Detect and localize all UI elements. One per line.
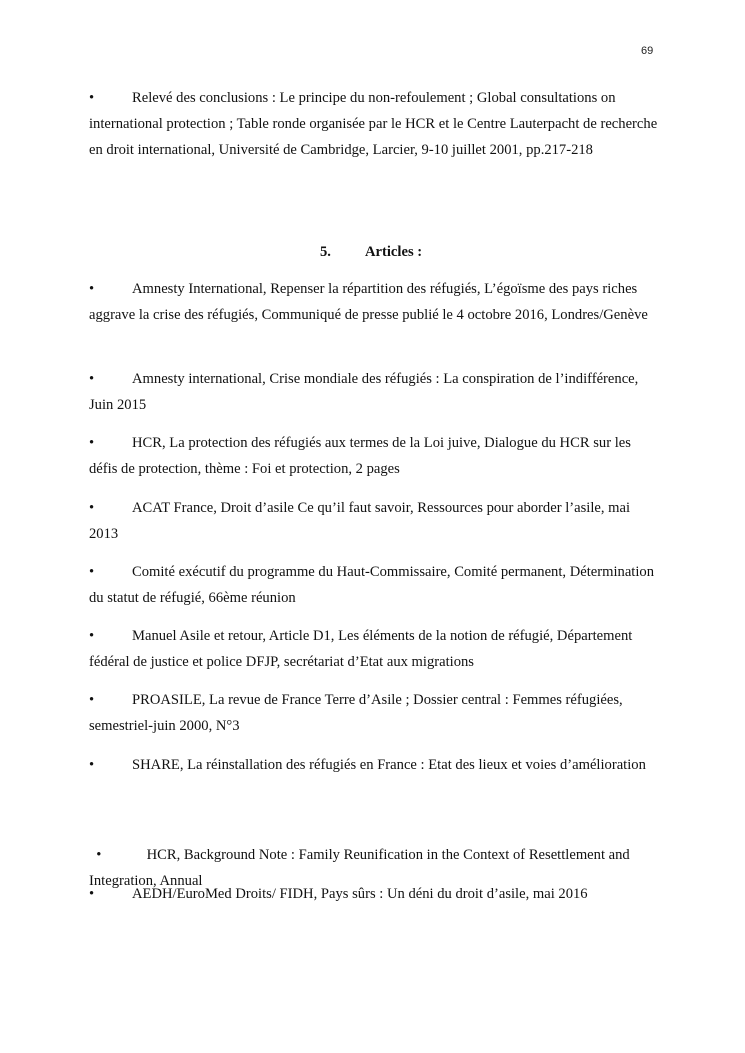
entry-text: SHARE, La réinstallation des réfugiés en France : Etat des lieux et voies d’amélioration xyxy=(132,757,646,773)
bullet: • xyxy=(89,371,95,387)
entry-text: AEDH/EuroMed Droits/ FIDH, Pays sûrs : Un déni du droit d’asile, mai 2016 xyxy=(132,886,588,902)
section-number: 5. xyxy=(320,244,331,260)
bibliography-entry xyxy=(89,86,661,163)
article-entry xyxy=(89,277,661,329)
bullet: • xyxy=(89,500,95,516)
entry-text: Manuel Asile et retour, Article D1, Les éléments de la notion de réfugié, Département fédéral de justice et police DFJP, secrétariat d’Etat aux migrations xyxy=(89,628,633,670)
bullet: • xyxy=(96,846,102,863)
section-title: Articles : xyxy=(365,244,423,260)
entry-text: ACAT France, Droit d’asile Ce qu’il faut savoir, Ressources pour aborder l’asile, mai 2013 xyxy=(89,500,631,542)
entry-text: HCR, Background Note : Family Reunification in the Context of Resettlement and Integration, Annual xyxy=(89,846,634,889)
entry-text: Relevé des conclusions : Le principe du non-refoulement ; Global consultations on international protection ; Table ronde organisée par le HCR et le Centre Lauterpacht de recherche en droit international, Université de Cambridge, Larcier, 9-10 juillet 2001, pp.217-218 xyxy=(89,90,658,158)
article-entry xyxy=(89,560,661,612)
article-entry xyxy=(89,496,661,548)
bullet: • xyxy=(89,281,95,297)
article-entry xyxy=(89,882,661,908)
page-number: 69 xyxy=(641,45,654,57)
article-entry xyxy=(89,753,661,779)
entry-text: Comité exécutif du programme du Haut-Commissaire, Comité permanent, Détermination du statut de réfugié, 66ème réunion xyxy=(89,564,654,606)
entry-text: HCR, La protection des réfugiés aux termes de la Loi juive, Dialogue du HCR sur les défis de protection, thème : Foi et protection, 2 pages xyxy=(89,435,631,477)
bullet: • xyxy=(89,692,95,708)
bullet: • xyxy=(89,90,95,106)
bullet: • xyxy=(89,886,95,902)
article-entry xyxy=(89,431,661,483)
article-entry xyxy=(89,624,661,676)
article-entry xyxy=(89,367,661,419)
entry-text: Amnesty international, Crise mondiale des réfugiés : La conspiration de l’indifférence, Juin 2015 xyxy=(89,371,639,413)
entry-text: PROASILE, La revue de France Terre d’Asile ; Dossier central : Femmes réfugiées, semestriel-juin 2000, N°3 xyxy=(89,692,623,734)
entry-text: Amnesty International, Repenser la répartition des réfugiés, L’égoïsme des pays riches aggrave la crise des réfugiés, Communiqué de presse publié le 4 octobre 2016, Londres/Genève xyxy=(89,281,648,323)
bullet: • xyxy=(89,435,95,451)
bullet: • xyxy=(89,564,95,580)
bullet: • xyxy=(89,757,95,773)
bullet: • xyxy=(89,628,95,644)
article-entry xyxy=(89,688,661,740)
